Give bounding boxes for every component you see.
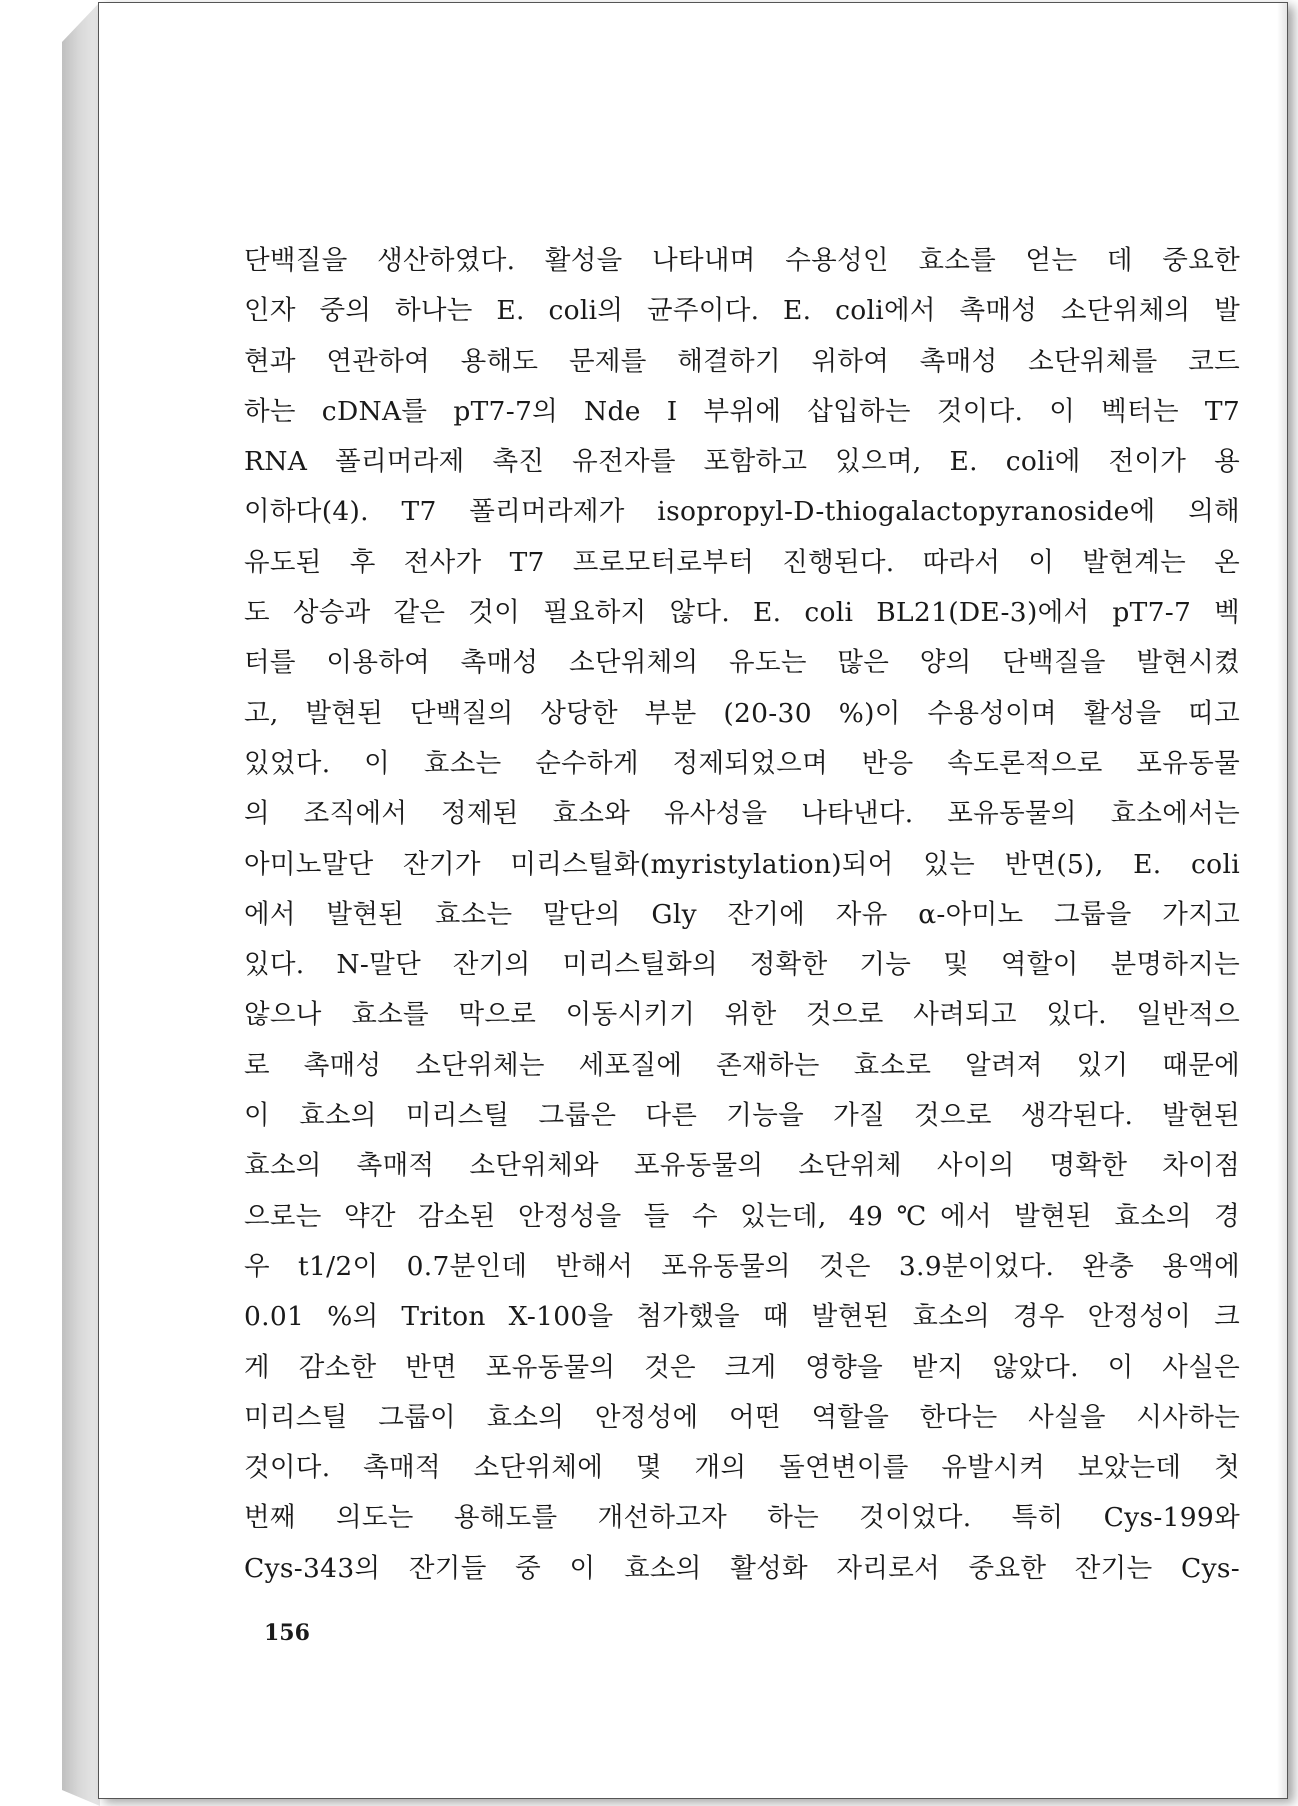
page-edge-shadow	[1277, 3, 1287, 1798]
text-line: 이하다(4). T7 폴리머라제가 isopropyl-D-thiogalactopyranoside에 의해	[244, 496, 1240, 528]
text-line: 도 상승과 같은 것이 필요하지 않다. E. coli BL21(DE-3)에서 pT7-7 벡	[244, 597, 1240, 629]
text-line: 고, 발현된 단백질의 상당한 부분 (20-30 %)이 수용성이며 활성을 띠고	[244, 697, 1240, 729]
text-line: 의 조직에서 정제된 효소와 유사성을 나타낸다. 포유동물의 효소에서는	[244, 798, 1240, 830]
text-line: 아미노말단 잔기가 미리스틸화(myristylation)되어 있는 반면(5), E. coli	[244, 848, 1240, 880]
text-line: 로 촉매성 소단위체는 세포질에 존재하는 효소로 알려져 있기 때문에	[244, 1049, 1240, 1081]
text-line: 있었다. 이 효소는 순수하게 정제되었으며 반응 속도론적으로 포유동물	[244, 747, 1240, 779]
book-spine	[62, 2, 100, 1806]
text-line: 0.01 %의 Triton X-100을 첨가했을 때 발현된 효소의 경우 안정성이 크	[244, 1301, 1240, 1333]
text-line: 현과 연관하여 용해도 문제를 해결하기 위하여 촉매성 소단위체를 코드	[244, 345, 1240, 377]
body-text	[244, 236, 1240, 1594]
text-line: 있다. N-말단 잔기의 미리스틸화의 정확한 기능 및 역할이 분명하지는	[244, 949, 1240, 981]
text-line: 에서 발현된 효소는 말단의 Gly 잔기에 자유 α-아미노 그룹을 가지고	[244, 898, 1240, 930]
text-line: 않으나 효소를 막으로 이동시키기 위한 것으로 사려되고 있다. 일반적으	[244, 999, 1240, 1031]
page-number: 156	[264, 1620, 310, 1646]
text-line: 으로는 약간 감소된 안정성을 들 수 있는데, 49℃에서 발현된 효소의 경	[244, 1200, 1240, 1232]
text-line: 유도된 후 전사가 T7 프로모터로부터 진행된다. 따라서 이 발현계는 온	[244, 546, 1240, 578]
text-line: 단백질을 생산하였다. 활성을 나타내며 수용성인 효소를 얻는 데 중요한	[244, 245, 1240, 276]
text-line: 하는 cDNA를 pT7-7의 Nde I 부위에 삽입하는 것이다. 이 벡터는 T7	[244, 395, 1240, 427]
text-line: 효소의 촉매적 소단위체와 포유동물의 소단위체 사이의 명확한 차이점	[244, 1150, 1240, 1182]
text-line: Cys-343의 잔기들 중 이 효소의 활성화 자리로서 중요한 잔기는 Cys-	[244, 1552, 1240, 1584]
text-line: 우 t1/2이 0.7분인데 반해서 포유동물의 것은 3.9분이었다. 완충 용액에	[244, 1250, 1240, 1282]
text-line: 이 효소의 미리스틸 그룹은 다른 기능을 가질 것으로 생각된다. 발현된	[244, 1100, 1240, 1132]
text-line: 터를 이용하여 촉매성 소단위체의 유도는 많은 양의 단백질을 발현시켰	[244, 647, 1240, 679]
text-line: 게 감소한 반면 포유동물의 것은 크게 영향을 받지 않았다. 이 사실은	[244, 1351, 1240, 1383]
text-line: 것이다. 촉매적 소단위체에 몇 개의 돌연변이를 유발시켜 보았는데 첫	[244, 1452, 1240, 1484]
text-line: 인자 중의 하나는 E. coli의 균주이다. E. coli에서 촉매성 소단위체의 발	[244, 295, 1240, 327]
text-line: 번째 의도는 용해도를 개선하고자 하는 것이었다. 특히 Cys-199와	[244, 1502, 1240, 1534]
text-line: RNA 폴리머라제 촉진 유전자를 포함하고 있으며, E. coli에 전이가 용	[244, 446, 1240, 478]
text-line: 미리스틸 그룹이 효소의 안정성에 어떤 역할을 한다는 사실을 시사하는	[244, 1401, 1240, 1433]
